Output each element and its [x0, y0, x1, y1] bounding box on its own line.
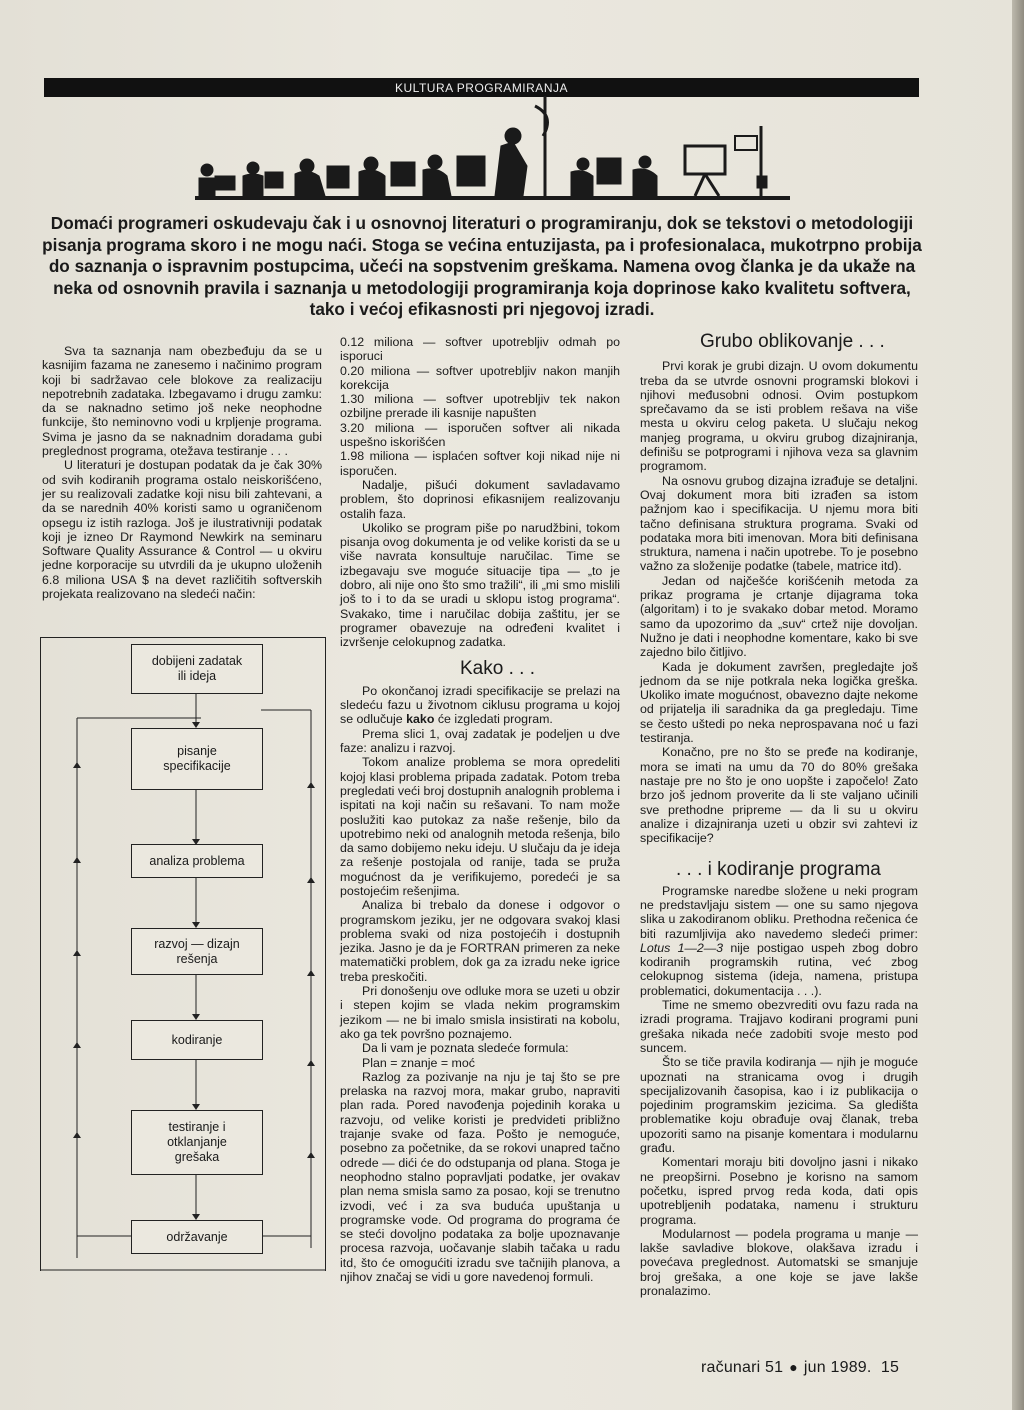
paragraph: Po okončanoj izradi specifikacije se prelazi na sledeću fazu u životnom ciklusu programa u kojoj se odlučuje kako će izgledati program.	[340, 683, 620, 727]
programmers-illustration	[195, 96, 790, 204]
section-header-bar	[44, 78, 919, 97]
stat-line: 1.30 miliona — softver upotrebljiv tek nakon ozbiljne prerade ili kasnije napušten	[340, 392, 620, 421]
flow-step-specification: pisanje specifikacije	[131, 728, 263, 790]
stat-line: 3.20 miliona — isporučen softver ali nikada uspešno iskorišćen	[340, 420, 620, 450]
stat-line: 0.12 miliona — softver upotrebljiv odmah po isporuci	[340, 335, 620, 364]
article-lead: Domaći programeri oskudevaju čak i u osnovnoj literaturi o programiranju, dok se tekstovi o metodologiji pisanja programa skoro i ne mogu naći. Stoga se većina entuzijasta, pa i profesionalaca, mukotrpno probija do saznanja o ispravnim postupcima, učeći na sopstvenim greškama. Namena ovog članka je da ukaže na neka od osnovnih pravila i saznanja u metodologiji programiranja koja doprinose kako kvalitetu softvera, tako i većoj efikasnosti pri njegovoj izradi.	[42, 213, 922, 319]
paragraph: Pri donošenju ove odluke mora se uzeti u obzir i stepen kojim se vlada nekim programskim jezikom — ne bi imalo smisla insistirati na kobolu, ako ga tek površno poznajemo.	[340, 984, 620, 1041]
stat-line: 1.98 miliona — isplaćen softver koji nikad nije ni isporučen.	[340, 449, 620, 478]
paragraph: Na osnovu grubog dizajna izrađuje se detaljni. Ovaj dokument mora biti izrađen sa istom pažnjom kao i specifikacija. U njemu mora biti tačno definisana struktura programa. Svaki od podataka mora biti imenovan. Mora biti definisana struktura, namena i način upotrebe. To je posebno važno za složenije podatke (tabele, matrice itd).	[640, 473, 918, 574]
paragraph: Nadalje, pišući dokument savladavamo problem, što doprinosi efikasnijem realizovanju ostalih faza.	[340, 477, 620, 521]
subheading-kako: Kako . . .	[460, 657, 535, 679]
paragraph: Sva ta saznanja nam obezbeđuju da se u kasnijim fazama ne zanesemo i načinimo program koji bi sadržavao cele blokove za realizaciju nepotrebnih zadataka. Izbegavamo i drugu zamku: da se naknadno setimo još neke neophodne funkcije, što neminovno vodi u krpljenje programa. Svima je jasno da se naknadnim doradama gubi preglednost programa, otežava testiranje . . .	[42, 344, 322, 459]
paragraph: Tokom analize problema se mora opredeliti kojoj klasi problema pripada zadatak. Potom treba pregledati veći broj dostupnih analognih problema i ispitati na koji način su rešavani. To nam može poslužiti kao putokaz za naše rešenje, bilo da upotrebimo neki od analognih metoda rešenja, bilo da samo dobijemo neku ideju. U slučaju da je ideja za rešenje postojala od ranije, tada se pruža mogućnost da je verifikujemo, poredeći je sa postojećim rešenjima.	[340, 755, 620, 898]
paragraph: Ukoliko se program piše po narudžbini, tokom pisanja ovog dokumenta je od velike koristi da se u više navrata konsultuje naručilac. Time se izbegavaju sve moguće situacije tipa — „to je dobro, ali nije ono što smo tražili“, ili „mi smo mislili još to i to da se uradi u sklopu istog programa“. Svakako, time i naručilac dobija zaštitu, jer se programer obavezuje na određeni kvalitet i izvršenje celokupnog zadatka.	[340, 520, 620, 650]
page-spine-shadow	[1012, 0, 1024, 1410]
paragraph: U literaturi je dostupan podatak da je čak 30% od svih kodiranih programa ostalo neiskorišćeno, jer su realizovali zadatke koji nisu bili zahtevani, a da se narednih 40% koristi samo u ograničenom opsegu iz istih razloga. Još je ilustrativniji podatak koji je izneo Dr Raymond Newkirk na seminaru Software Quality Assurance & Control — u okviru jedne korporacije su utvrdili da je ukupno uloženih 6.8 miliona USA $ na devet različitih softverskih projekata realizovano na sledeći način:	[42, 458, 322, 602]
section-title: KULTURA PROGRAMIRANJA	[395, 81, 568, 95]
column-2	[340, 335, 620, 1284]
page-number: 15	[880, 1359, 900, 1376]
bullet-icon: ●	[789, 1359, 798, 1375]
paragraph: Što se tiče pravila kodiranja — njih je moguće upoznati na stranicama ovog i drugih specijalizovanih časopisa, kao i iz publikacija o pojedinim programskim jezicima. Sa gledišta problematike koju obrađuje ovaj članak, treba upozoriti samo na pisanje komentara i modularnu građu.	[640, 1055, 918, 1156]
stat-line: 0.20 miliona — softver upotrebljiv nakon manjih korekcija	[340, 363, 620, 392]
paragraph: Prvi korak je grubi dizajn. U ovom dokumentu treba da se utvrde osnovni programski blokovi i njihovi međusobni odnosi. Ovim postupkom sprečavamo da se isti problem rešava na više mesta u okviru celog paketa. U slučaju nekog manjeg programa, u okviru grubog dizajniranja, definišu se potprogrami i njihova veza sa glavnim programom.	[640, 359, 918, 474]
flow-step-design: razvoj — dizajn rešenja	[131, 928, 263, 975]
column-1	[42, 344, 322, 601]
paragraph: Prema slici 1, ovaj zadatak je podeljen u dve faze: analizu i razvoj.	[340, 726, 620, 756]
subheading-kodiranje: . . . i kodiranje programa	[676, 859, 881, 881]
issue-date: jun 1989.	[803, 1359, 872, 1376]
paragraph: Komentari moraju biti dovoljno jasni i nikako ne preopširni. Posebno je korisno na samom početku, ispred prvog reda koda, dati opis upotrebljenih podataka, namenu i strukturu programa.	[640, 1155, 918, 1227]
paragraph: Modularnost — podela programa u manje — lakše savladive blokove, olakšava izradu i povećava preglednost. Automatski se smanjuje broj grešaka, a one koje se jave lakše pronalazimo.	[640, 1226, 918, 1298]
flow-step-analysis: analiza problema	[131, 844, 263, 878]
paragraph: Programske naredbe složene u neki program ne predstavljaju sistem — one su samo njegova slika u zakodiranom obliku. Prethodna rečenica će biti razumljivija ako navedemo sledeći primer: Lotus 1—2—3 nije postigao uspeh zbog dobro kodiranih programskih rutina, već zbog celokupnog sistema (ideja, namena, pristupa problematici, dokumentacija . . .).	[640, 883, 918, 998]
paragraph: Jedan od najčešće korišćenih metoda za prikaz programa je crtanje dijagrama toka (algoritam) i to je svakako dobar metod. Moramo samo da upozorimo da „suv“ crtež nije dovoljan. Nužno je dati i neophodne komentare, kako bi sve zajedno bilo čitljivo.	[640, 573, 918, 660]
paragraph: Konačno, pre no što se pređe na kodiranje, mora se imati na umu da 70 do 80% grešaka nastaje pre no što je ono uopšte i započelo! Zato brzo još jednom proverite da li ste valjano učinili sve prethodne pripreme — da li su u okviru analize i dizajniranja uzeti u obzir svi zahtevi iz specifikacije?	[640, 745, 918, 846]
paragraph: Time ne smemo obezvrediti ovu fazu rada na izradi programa. Trajjavo kodirani programi puni grešaka nikada neće zadobiti svoje mesto pod suncem.	[640, 998, 918, 1055]
flow-step-idea: dobijeni zadatak ili ideja	[131, 644, 263, 694]
paragraph: Da li vam je poznata sledeće formula:	[362, 1041, 569, 1056]
paragraph: Analiza bi trebalo da donese i odgovor o programskom jeziku, jer ne odgovara svakoj klasi problema svaki od niza postojećih i dostupnih jezika. Jasno je da je FORTRAN primeren za neke matematički problem, dok ga za izradu neke igrice treba preskočiti.	[340, 898, 620, 984]
formula: Plan = znanje = moć	[362, 1055, 475, 1070]
flow-step-coding: kodiranje	[131, 1020, 263, 1060]
subheading-grubo: Grubo oblikovanje . . .	[700, 331, 885, 352]
paragraph: Kada je dokument završen, pregledajte još jednom da se nije potkrala neka logička greška. Ukoliko imate mogućnost, obavezno dajte nekome od prijatelja ili saradnika da ga pregledaju. Time se često uštedi po neka neprospavana noć u fazi testiranja.	[640, 659, 918, 746]
column-3	[640, 331, 918, 1298]
paragraph: Razlog za pozivanje na nju je taj što se pre prelaska na razvoj mora, makar grubo, napraviti plan rada. Pored navođenja pojedinih koraka u razvoju, od velike koristi je predvideti približno trajanje svake od faza. Pošto je nemoguće, posebno za početnike, da se rokovi unapred tačno odrede — dići će do odstupanja od plana. Stoga je neophodno stalno popravljati podatke, jer ovakav plan nema smisla samo za posao, koji se trenutno izvodi, već i za sva buduća upuštanja u programske vode. Od programa do programa će se steći dovoljno podataka za bolje upoznavanje procesa razvoja, uočavanje slabih tačaka u radu itd, što će omogućiti izradu sve tačnijih planova, a njihov značaj se vidi u gore navedenoj formuli.	[340, 1069, 620, 1284]
flow-step-maintenance: održavanje	[131, 1220, 263, 1254]
magazine-issue: računari 51	[701, 1359, 784, 1376]
flowchart-figure	[40, 637, 326, 1271]
page-footer	[701, 1359, 899, 1377]
flow-step-testing: testiranje i otklanjanje grešaka	[131, 1110, 263, 1175]
